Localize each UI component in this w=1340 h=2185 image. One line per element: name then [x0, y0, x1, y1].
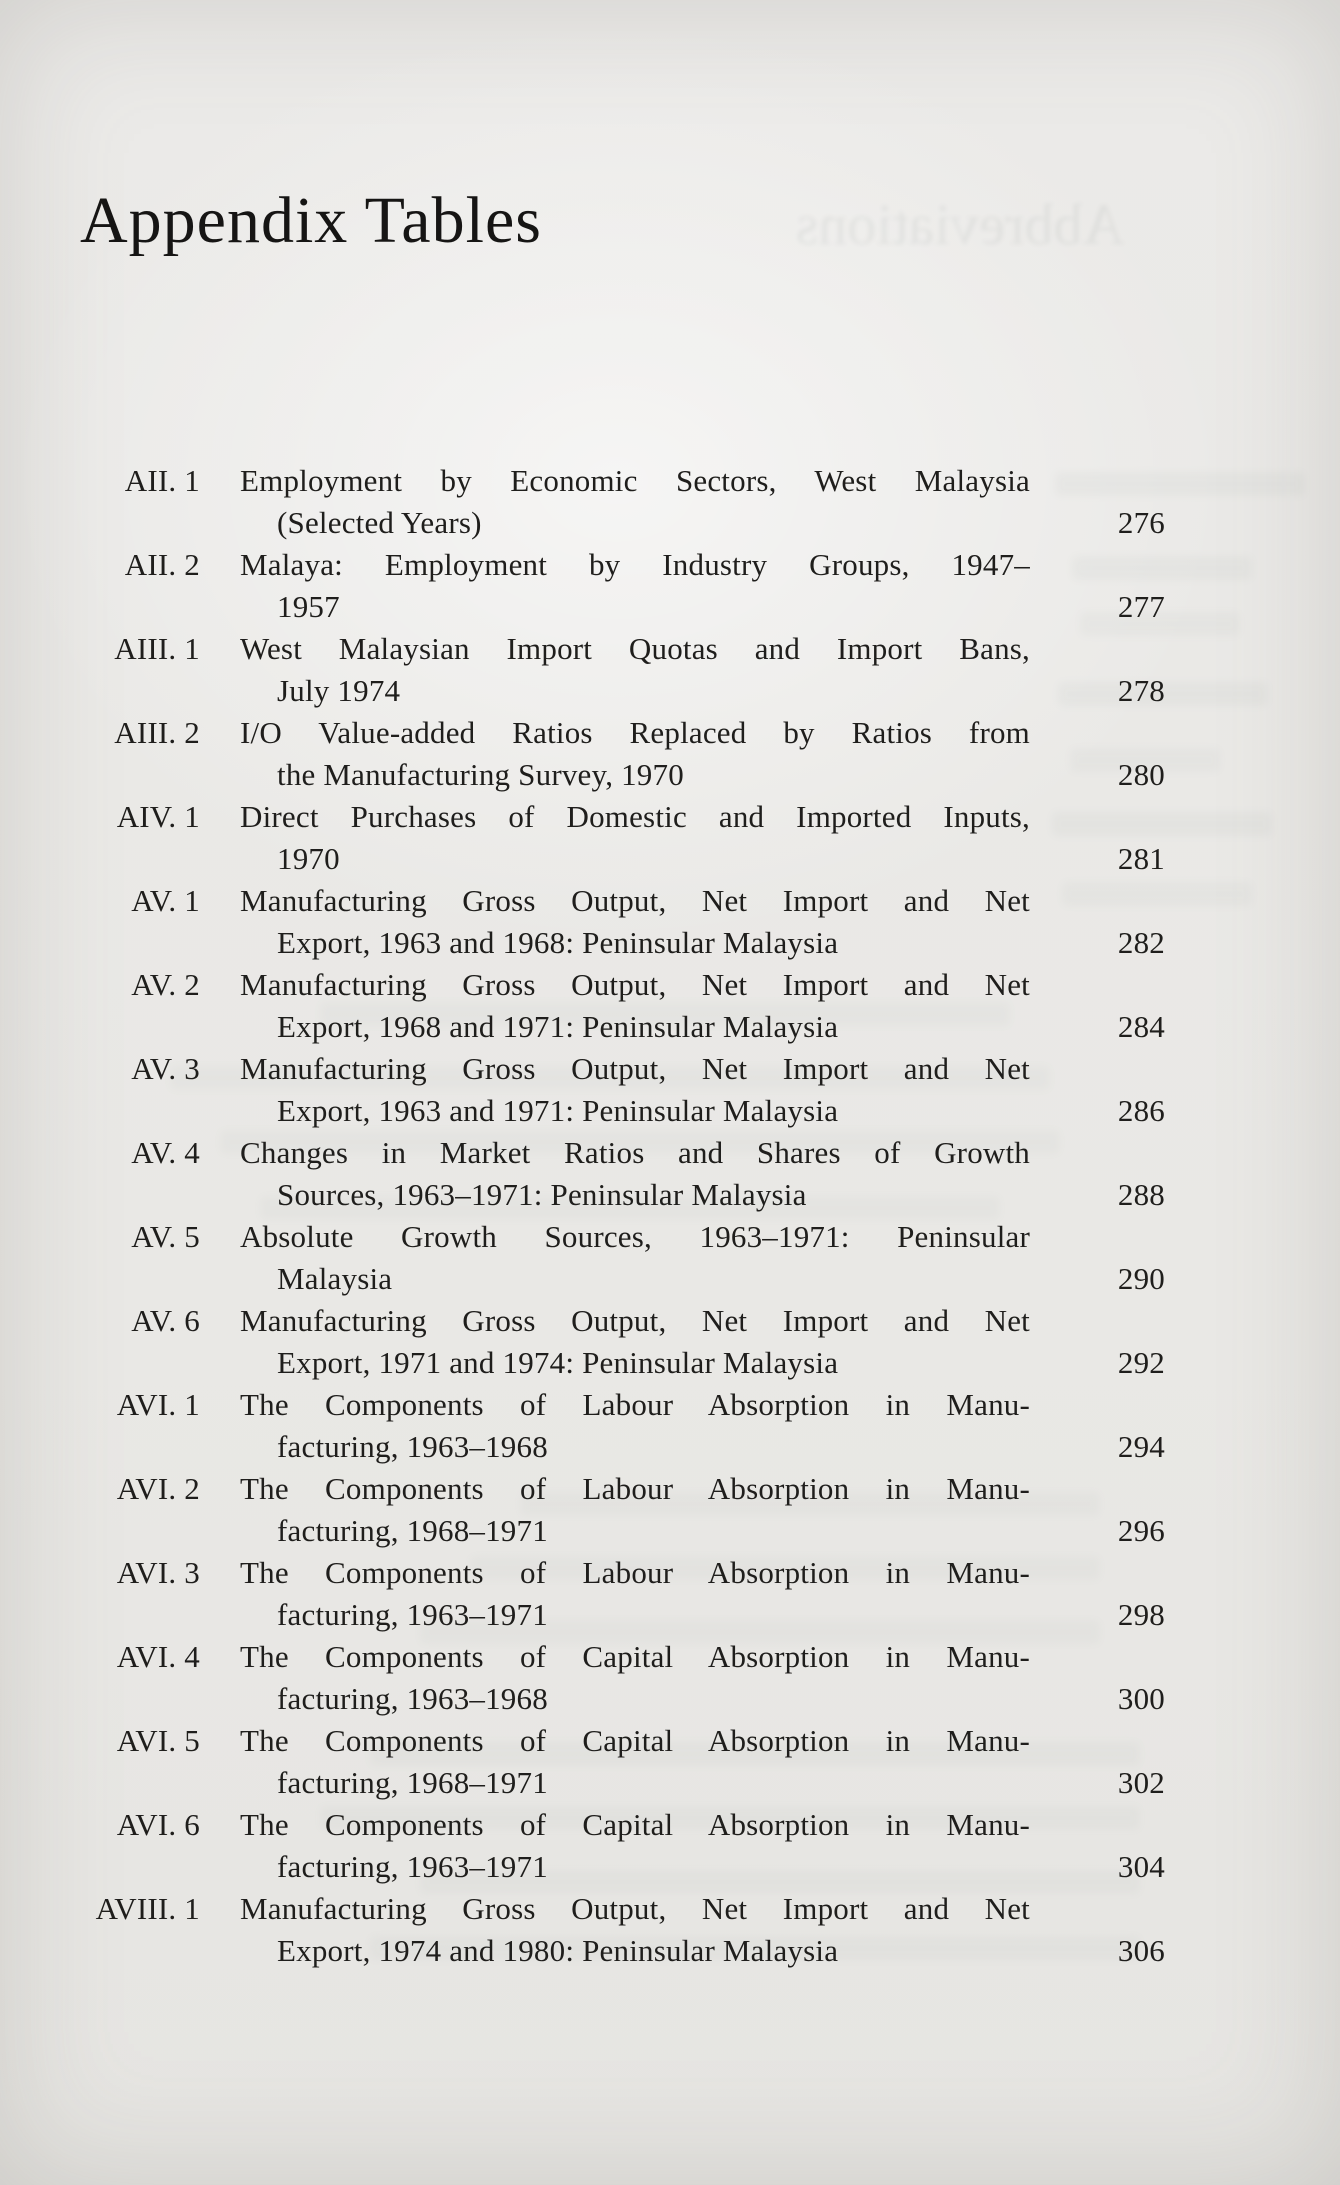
- entry-title: [240, 712, 1030, 796]
- entry-label: AII. 2: [124, 547, 200, 582]
- entry-title-line1: Manufacturing Gross Output, Net Import and Net: [240, 967, 1030, 1002]
- toc-entry: [60, 1216, 1165, 1300]
- entry-title-line1: The Components of Labour Absorption in Manu-: [240, 1555, 1030, 1590]
- toc-entry: [60, 796, 1165, 880]
- toc-entry: [60, 460, 1165, 544]
- entry-title-line2: facturing, 1963–1968: [277, 1429, 548, 1464]
- entry-label: AVI. 2: [116, 1471, 200, 1506]
- toc-entry: [60, 1468, 1165, 1552]
- entry-title: [240, 1636, 1030, 1720]
- entry-label: AV. 1: [131, 883, 200, 918]
- entry-title-line1: The Components of Labour Absorption in Manu-: [240, 1387, 1030, 1422]
- entry-title-line1: Manufacturing Gross Output, Net Import and Net: [240, 1891, 1030, 1926]
- entry-page-number: 294: [1117, 1429, 1165, 1464]
- entry-label: AVI. 5: [116, 1723, 200, 1758]
- entry-title-line2: facturing, 1963–1968: [277, 1681, 548, 1716]
- entry-page-number: 302: [1117, 1765, 1165, 1800]
- toc-list: [60, 460, 1165, 1972]
- entry-title-line2: Malaysia: [277, 1261, 393, 1296]
- entry-page-number: 282: [1117, 925, 1165, 960]
- toc-entry: [60, 1888, 1165, 1972]
- entry-title: [240, 1048, 1030, 1132]
- toc-entry: [60, 712, 1165, 796]
- page-title: Appendix Tables: [80, 184, 542, 257]
- entry-title-line1: I/O Value-added Ratios Replaced by Ratios from: [240, 715, 1030, 750]
- entry-label: AIII. 2: [114, 715, 200, 750]
- entry-title-line2: facturing, 1963–1971: [277, 1849, 548, 1884]
- entry-label: AII. 1: [124, 463, 200, 498]
- entry-title-line2: Export, 1963 and 1971: Peninsular Malaysia: [277, 1093, 839, 1128]
- toc-entry: [60, 1804, 1165, 1888]
- entry-page-number: 280: [1117, 757, 1165, 792]
- entry-title: [240, 964, 1030, 1048]
- toc-entry: [60, 1300, 1165, 1384]
- toc-entry: [60, 544, 1165, 628]
- entry-title-line1: The Components of Capital Absorption in Manu-: [240, 1723, 1030, 1758]
- entry-title-line2: the Manufacturing Survey, 1970: [277, 757, 684, 792]
- entry-page-number: 288: [1117, 1177, 1165, 1212]
- entry-page-number: 300: [1117, 1681, 1165, 1716]
- entry-title-line1: Changes in Market Ratios and Shares of Growth: [240, 1135, 1030, 1170]
- entry-title-line2: facturing, 1963–1971: [277, 1597, 548, 1632]
- entry-title: [240, 1300, 1030, 1384]
- entry-title-line1: West Malaysian Import Quotas and Import Bans,: [240, 631, 1030, 666]
- entry-page-number: 286: [1117, 1093, 1165, 1128]
- entry-title: [240, 1468, 1030, 1552]
- entry-label: AVI. 1: [116, 1387, 200, 1422]
- entry-title-line2: (Selected Years): [277, 505, 482, 540]
- entry-title-line2: facturing, 1968–1971: [277, 1765, 548, 1800]
- entry-page-number: 284: [1117, 1009, 1165, 1044]
- toc-entry: [60, 1720, 1165, 1804]
- entry-title-line2: Export, 1968 and 1971: Peninsular Malaysia: [277, 1009, 839, 1044]
- entry-label: AV. 4: [131, 1135, 200, 1170]
- entry-page-number: 306: [1117, 1933, 1165, 1968]
- toc-entry: [60, 1048, 1165, 1132]
- entry-title-line2: Sources, 1963–1971: Peninsular Malaysia: [277, 1177, 807, 1212]
- entry-title: [240, 460, 1030, 544]
- entry-label: AV. 5: [131, 1219, 200, 1254]
- toc-entry: [60, 1636, 1165, 1720]
- entry-label: AVI. 4: [116, 1639, 200, 1674]
- entry-title: [240, 880, 1030, 964]
- entry-page-number: 304: [1117, 1849, 1165, 1884]
- toc-entry: [60, 1132, 1165, 1216]
- toc-entry: [60, 1552, 1165, 1636]
- entry-title: [240, 544, 1030, 628]
- entry-label: AIV. 1: [116, 799, 200, 834]
- entry-label: AIII. 1: [114, 631, 200, 666]
- entry-title-line2: July 1974: [277, 673, 401, 708]
- entry-title-line1: The Components of Capital Absorption in Manu-: [240, 1639, 1030, 1674]
- entry-page-number: 296: [1117, 1513, 1165, 1548]
- entry-page-number: 278: [1117, 673, 1165, 708]
- entry-title: [240, 796, 1030, 880]
- entry-title-line1: Employment by Economic Sectors, West Malaysia: [240, 463, 1030, 498]
- entry-title-line2: facturing, 1968–1971: [277, 1513, 548, 1548]
- toc-entry: [60, 1384, 1165, 1468]
- entry-title-line1: Manufacturing Gross Output, Net Import and Net: [240, 1303, 1030, 1338]
- entry-label: AVI. 6: [116, 1807, 200, 1842]
- entry-page-number: 292: [1117, 1345, 1165, 1380]
- entry-title-line1: Malaya: Employment by Industry Groups, 1947–: [240, 547, 1030, 582]
- entry-label: AV. 2: [131, 967, 200, 1002]
- entry-page-number: 298: [1117, 1597, 1165, 1632]
- entry-page-number: 277: [1117, 589, 1165, 624]
- entry-title-line1: The Components of Capital Absorption in Manu-: [240, 1807, 1030, 1842]
- entry-title: [240, 1216, 1030, 1300]
- entry-label: AVI. 3: [116, 1555, 200, 1590]
- bleed-through-title: Abbreviations: [795, 192, 1125, 257]
- entry-title-line1: Manufacturing Gross Output, Net Import and Net: [240, 1051, 1030, 1086]
- entry-title: [240, 1720, 1030, 1804]
- entry-label: AVIII. 1: [95, 1891, 200, 1926]
- entry-title: [240, 1384, 1030, 1468]
- entry-page-number: 290: [1117, 1261, 1165, 1296]
- entry-title-line1: Manufacturing Gross Output, Net Import and Net: [240, 883, 1030, 918]
- entry-page-number: 281: [1117, 841, 1165, 876]
- entry-title-line1: Absolute Growth Sources, 1963–1971: Peninsular: [240, 1219, 1030, 1254]
- entry-label: AV. 3: [131, 1051, 200, 1086]
- entry-title: [240, 628, 1030, 712]
- entry-title-line2: 1957: [277, 589, 340, 624]
- toc-entry: [60, 964, 1165, 1048]
- entry-title-line2: Export, 1971 and 1974: Peninsular Malaysia: [277, 1345, 839, 1380]
- entry-page-number: 276: [1117, 505, 1165, 540]
- entry-title: [240, 1552, 1030, 1636]
- toc-entry: [60, 628, 1165, 712]
- entry-title-line1: Direct Purchases of Domestic and Imported Inputs,: [240, 799, 1030, 834]
- entry-title-line1: The Components of Labour Absorption in Manu-: [240, 1471, 1030, 1506]
- entry-title-line2: 1970: [277, 841, 340, 876]
- entry-title-line2: Export, 1974 and 1980: Peninsular Malaysia: [277, 1933, 839, 1968]
- entry-title: [240, 1804, 1030, 1888]
- entry-title: [240, 1132, 1030, 1216]
- entry-title-line2: Export, 1963 and 1968: Peninsular Malaysia: [277, 925, 839, 960]
- entry-title: [240, 1888, 1030, 1972]
- entry-label: AV. 6: [131, 1303, 200, 1338]
- toc-entry: [60, 880, 1165, 964]
